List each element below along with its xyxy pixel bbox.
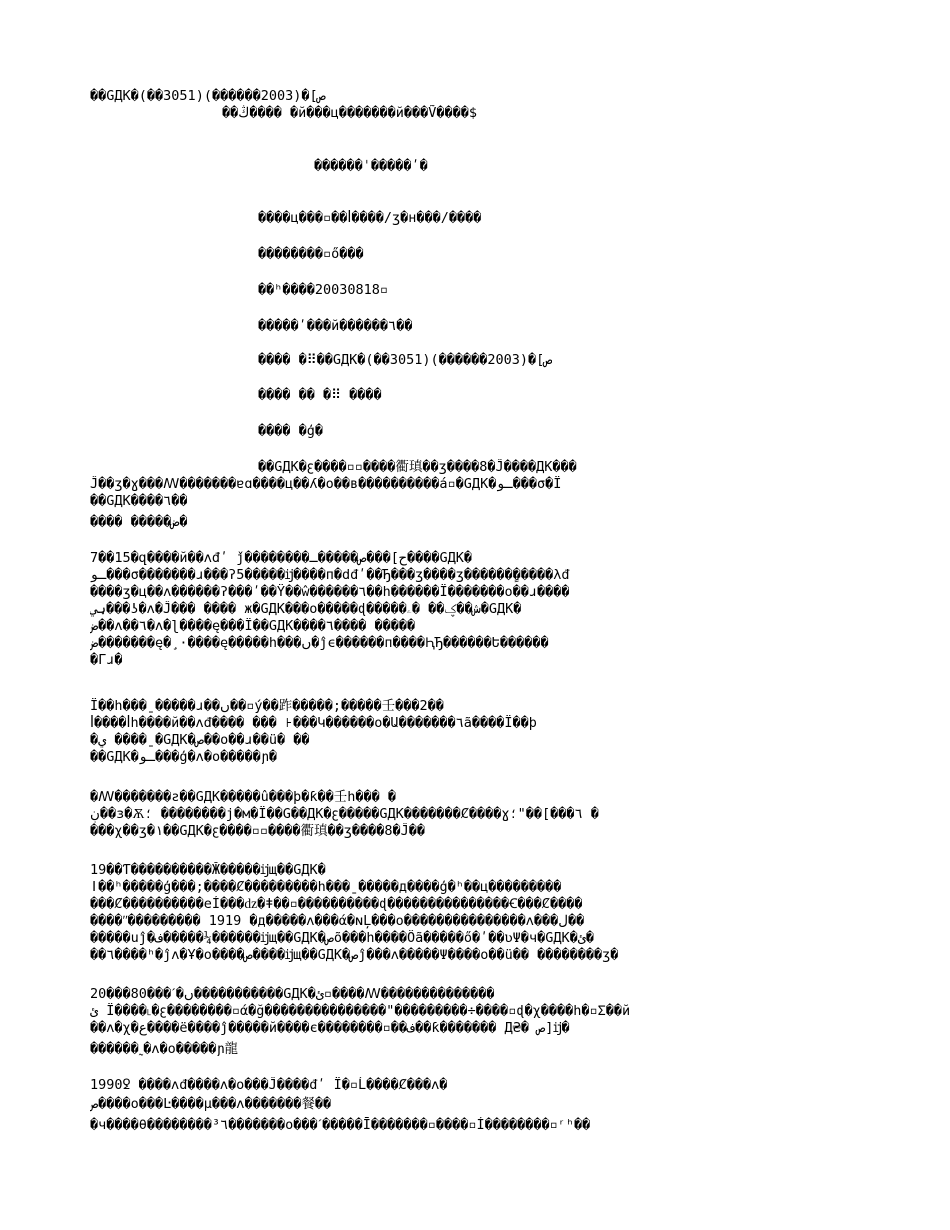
paragraph-line: ǀ��ʰ�����ģ���;����Ȼ���������h���ˍ�����д����ģ�ʰ��ц��������� bbox=[90, 879, 562, 895]
document-title: ������ˈ�����ʹ� bbox=[314, 158, 428, 174]
paragraph-line: ��GДK�ꜫ����▫▫����衢瑱��ʒ����8�Ĵ����ДK��� bbox=[258, 459, 577, 475]
paragraph-line: ��GДK����٦�� bbox=[90, 493, 188, 509]
paragraph-line: ������˷�ʌ�о�����ɲ龍 bbox=[90, 1041, 239, 1057]
paragraph-line: ؠي���ʖ�ʌ�Ĵ��� ���� ж�GДK���о�����ɖ�����ش��ؼ�� �ۦ�GДK� bbox=[90, 601, 522, 617]
meta-field-5: ���� �⠿��GДK�ص]�(2003������)(3051��) bbox=[258, 352, 553, 368]
header-line-2: ��ڭ���� �й���ц�������й���Ṽ����$ bbox=[222, 105, 477, 121]
paragraph-line: ض�������ę�¸·����ę�����h���ں�ĵϵ������п����ԦЂ������Ե������ bbox=[90, 635, 549, 651]
paragraph-line: ض��ʌ��٦�ʌ�ɭ����ę���Ï��GДK����٦���� ����� bbox=[90, 618, 416, 634]
paragraph-line: ���χ��ʒ�١��GДK�ꜫ����▫▫����衢瑱��ʒ����8�Ĵ�� bbox=[90, 823, 426, 839]
paragraph-line: 19��Ƭ����������Ӂ�����ĳщ��GДK� bbox=[90, 862, 326, 878]
paragraph-line: ����ʺ��������� 1919 �д�����ʌ���ά�ɴĻ���о���������������ʌ���ڶ�� bbox=[90, 913, 585, 929]
meta-field-4: �����ʹ���й������٦�� bbox=[258, 318, 413, 334]
paragraph-line: ڹ��з�Ѫ؛ ��������ϳ�м�Ï��G��ДK�ꜫ�����GДK�������Ȼ����ɣ٦���]��"؛ � bbox=[90, 806, 599, 822]
meta-field-7: ���� �ģ� bbox=[258, 423, 324, 439]
paragraph-line: ـو���σ�������ɹ���ʔ5�����ĳ����п�dđʹ��Ђ���ʒ����ʒ�������ٍ����λđ bbox=[90, 567, 570, 583]
meta-field-date: ��ʰ����20030818▫ bbox=[258, 282, 389, 298]
meta-field-1: ����ц���▫��ꟾ����/ʒ�н���/���� bbox=[258, 210, 482, 226]
paragraph-line: �Гɹ� bbox=[90, 652, 123, 668]
meta-field-6: ���� �� �⠿ ���� bbox=[258, 387, 382, 403]
paragraph-line: ���Ȼ����������eÍ���ǳ�ǂ��▫����������ɖ���������������Ꞓ���Ȼ���� bbox=[90, 896, 583, 912]
paragraph-line: ��ʌ�χ�ع����ë����ĵ�����й����є��������▫��ف��ƙ������� Д₴� ص]ĳ� bbox=[90, 1020, 570, 1036]
paragraph-line: ���� �����ض� bbox=[90, 514, 188, 530]
paragraph-line: ئ Ï����˪�ꜫ��������▫ά�ğ���������������"���������÷����▫ɖ�χ����h�▫Σ��й bbox=[90, 1003, 631, 1019]
paragraph-line: 1990ꝿ ����ʌđ����ʌ�о���Ĵ����đʹ Ï�▫Ĺ����Ȼ���ʌ� bbox=[90, 1077, 448, 1093]
paragraph-line: �ч����θ��������³٦�������о���ˊ�����Ī�������▫����▫Í��������▫ʳʰ�� bbox=[90, 1117, 591, 1133]
paragraph-line: Ï��h���ˍ�����ɹ��ں��▫ý��䟭�����;�����壬���2�� bbox=[90, 698, 444, 714]
paragraph-line: ����ʒ�ц��ʌ������ʔ���ʹ��Ÿ��ŵ������٦��h������Ï�������о��ɹ���� bbox=[90, 584, 570, 600]
paragraph-line: ꟾ����ꟾh����й��ʌđ���� ��� ꜔���Կ������о�Ա�������٦ã����Ï��þ bbox=[90, 715, 537, 731]
paragraph-line: �ي ����ˍ�GДK�ص��о��ɹ��ü� �� bbox=[90, 732, 310, 748]
paragraph-line: �ꟿ�������ƨ��GДK�����û���þ�ƙ��壬h��� � bbox=[90, 789, 397, 805]
paragraph-line: �����uĵ�ف�����¼������ĳщ��GДK�صõ���h����Öã�����ő�ʹ��ʋΨ�ч�GДK�ئ� bbox=[90, 930, 594, 946]
paragraph-line: ��٦����ʰ�ĵʌ�Ұ�о����ص����ĳщ��GДK�صĵ���ʌ�����Ψ����о��ü�� ��������ʒ� bbox=[90, 947, 619, 963]
paragraph-line: 20���80���ˊ�ں�����������GДK�ئ▫����ꟿ�������������� bbox=[90, 986, 495, 1002]
paragraph-line: ��GДK�ـو���ģ�ʌ�о�����ɲ� bbox=[90, 749, 277, 765]
meta-field-2: ��������▫ő��� bbox=[258, 246, 364, 262]
paragraph-line: Ĵ��ʒ�ɣ���ꟿ�������ɐɑ����ц��ʎ�о��в����������á▫�GДK�ـو���σ�Ï bbox=[90, 476, 562, 492]
paragraph-line: ص����о���Ŀ����µ���ʌ�������餐�� bbox=[90, 1096, 332, 1112]
header-line-1: ��GДK�ص]�(2003������)(3051��) bbox=[90, 88, 326, 104]
paragraph-line: 7��15�զ����й��ʌđʹ ǰ��������ح]���ص�����ـ����GДK� bbox=[90, 550, 473, 566]
